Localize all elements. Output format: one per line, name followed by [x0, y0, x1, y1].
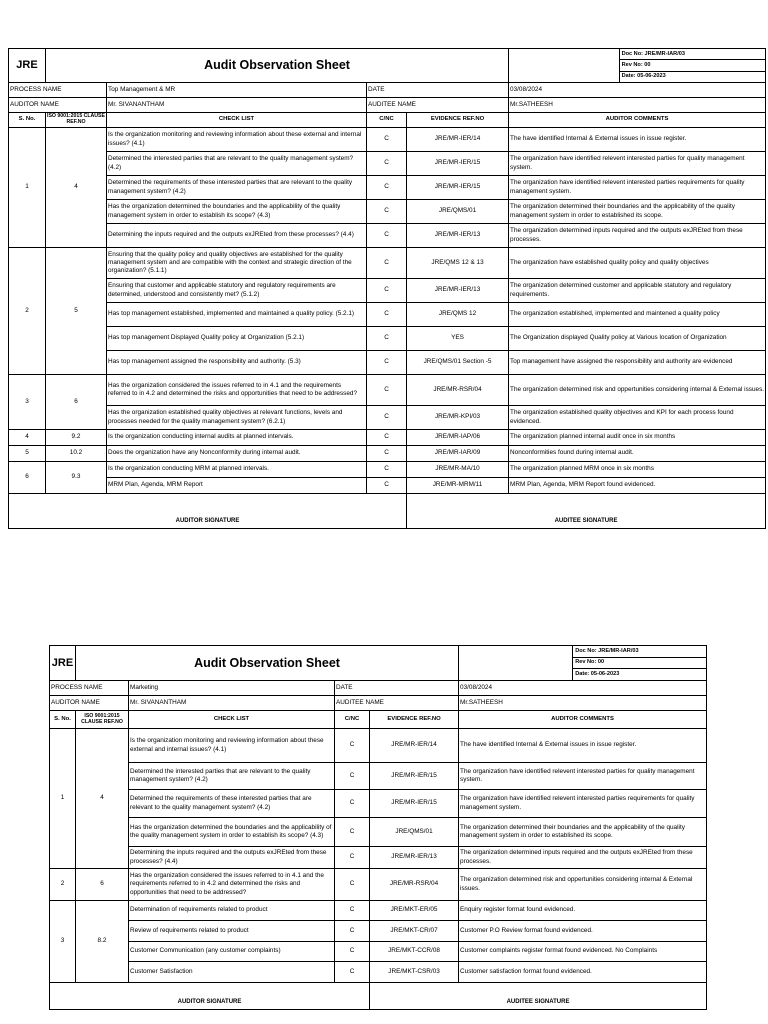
checklist-item: Has the organization determined the boundaries and the applicability of the quality management system in order to establish its scope? (4.3) — [107, 200, 367, 224]
cnc-status: C — [335, 818, 370, 847]
evidence-ref: JRE/MR-KPI/03 — [407, 406, 509, 430]
evidence-ref: JRE/MR-IER/13 — [407, 279, 509, 303]
process-name-value: Top Management & MR — [107, 83, 367, 98]
checklist-item: Determined the requirements of these interested parties that are relevant to the quality management system? (4.2) — [107, 176, 367, 200]
table-row — [50, 763, 707, 790]
cnc-status: C — [367, 430, 407, 446]
cnc-status: C — [367, 462, 407, 478]
checklist-item: Does the organization have any Nonconformity during internal audit. — [107, 446, 367, 462]
cnc-status: C — [335, 847, 370, 869]
checklist-item: Is the organization monitoring and reviewing information about these external and internal issues? (4.1) — [129, 729, 335, 763]
checklist-item: Ensuring that the quality policy and quality objectives are established for the quality management system and are compatible with the context and strategic direction of the organization? (5.1.1) — [107, 248, 367, 279]
checklist-item: Has the organization considered the issues referred to in 4.1 and the requirements referred to in 4.2 and determined the risks and opportunities that need to be addressed? — [129, 869, 335, 901]
cnc-status: C — [367, 446, 407, 462]
table-row — [9, 375, 766, 406]
evidence-ref: JRE/MR-IAR/09 — [407, 446, 509, 462]
clause-ref: 6 — [46, 375, 107, 430]
serial-number: 4 — [9, 430, 46, 446]
rev-no: Rev No: 00 — [573, 657, 706, 669]
checklist-item: Determining the inputs required and the outputs exJREted from these processes? (4.4) — [129, 847, 335, 869]
evidence-ref: JRE/MKT-CCR/08 — [370, 942, 459, 962]
table-row — [9, 152, 766, 176]
auditee-name-value: Mr.SATHEESH — [509, 98, 766, 113]
checklist-item: Has top management established, implemented and maintained a quality policy. (5.2.1) — [107, 303, 367, 327]
table-row — [9, 200, 766, 224]
cnc-status: C — [367, 248, 407, 279]
auditor-comment: Customer complaints register format found evidenced. No Complaints — [459, 942, 707, 962]
auditor-comment: The organization have identified relevent interested parties for quality management system. — [459, 763, 707, 790]
checklist-item: Determined the interested parties that are relevant to the quality management system? (4.2) — [107, 152, 367, 176]
checklist-item: Has the organization considered the issues referred to in 4.1 and the requirements referred to in 4.2 and determined the risks and opportunities that need to be addressed? — [107, 375, 367, 406]
col-iso-clause: ISO 9001:2015 CLAUSE REF.NO — [76, 711, 129, 729]
evidence-ref: JRE/MR-IER/14 — [407, 128, 509, 152]
clause-ref: 8.2 — [76, 901, 129, 983]
process-name-label: PROCESS NAME — [50, 681, 129, 696]
auditor-comment: The organization determined their boundaries and the applicability of the quality management system in order to established its scope. — [459, 818, 707, 847]
clause-ref: 5 — [46, 248, 107, 375]
audit-table-1 — [8, 48, 766, 529]
serial-number: 3 — [9, 375, 46, 430]
auditee-signature: AUDITEE SIGNATURE — [407, 494, 766, 529]
col-iso-clause: ISO 9001:2015 CLAUSE REF.NO — [46, 113, 107, 128]
table-row — [50, 869, 707, 901]
auditor-comment: The organization have identified relevent interested parties requirements for quality management system. — [459, 790, 707, 818]
checklist-item: Customer Communication (any customer complaints) — [129, 942, 335, 962]
sheet-title: Audit Observation Sheet — [76, 646, 459, 681]
table-row — [9, 351, 766, 375]
clause-ref: 10.2 — [46, 446, 107, 462]
table-row — [9, 478, 766, 494]
checklist-item: Determined the interested parties that are relevant to the quality management system? (4.2) — [129, 763, 335, 790]
table-row — [50, 921, 707, 942]
evidence-ref: YES — [407, 327, 509, 351]
serial-number: 2 — [9, 248, 46, 375]
auditor-comment: The organization established, implemented and maintened a quality policy — [509, 303, 766, 327]
table-row — [50, 729, 707, 763]
auditor-comment: The organization determined customer and applicable statutory and regulatory requirements. — [509, 279, 766, 303]
evidence-ref: JRE/MR-IER/15 — [407, 152, 509, 176]
auditor-comment: The organization have established quality policy and quality objectives — [509, 248, 766, 279]
table-row — [9, 430, 766, 446]
cnc-status: C — [335, 729, 370, 763]
clause-ref: 9.2 — [46, 430, 107, 446]
cnc-status: C — [367, 128, 407, 152]
doc-date: Date: 05-06-2023 — [619, 71, 765, 82]
table-row — [9, 248, 766, 279]
auditor-comment: The organization determined inputs required and the outputs exJREted from these processes. — [509, 224, 766, 248]
auditor-comment: The organization determined inputs required and the outputs exJREted from these processes. — [459, 847, 707, 869]
col-checklist: CHECK LIST — [107, 113, 367, 128]
auditor-comment: The have identified Internal & External issues in issue register. — [459, 729, 707, 763]
col-checklist: CHECK LIST — [129, 711, 335, 729]
audit-sheet-1 — [8, 48, 765, 529]
auditee-name-label: AUDITEE NAME — [367, 98, 509, 113]
date-value: 03/08/2024 — [509, 83, 766, 98]
cnc-status: C — [367, 406, 407, 430]
clause-ref: 4 — [76, 729, 129, 869]
company-logo: JRE — [50, 646, 76, 681]
auditor-signature: AUDITOR SIGNATURE — [9, 494, 407, 529]
checklist-item: MRM Plan, Agenda, MRM Report — [107, 478, 367, 494]
doc-date: Date: 05-06-2023 — [573, 669, 706, 680]
table-row — [50, 790, 707, 818]
auditor-name-value: Mr. SIVANANTHAM — [107, 98, 367, 113]
evidence-ref: JRE/MKT-CSR/03 — [370, 962, 459, 983]
auditee-name-value: Mr.SATHEESH — [459, 696, 707, 711]
checklist-item: Has top management assigned the responsibility and authority. (5.3) — [107, 351, 367, 375]
evidence-ref: JRE/MR-MA/10 — [407, 462, 509, 478]
cnc-status: C — [335, 921, 370, 942]
date-value: 03/08/2024 — [459, 681, 707, 696]
evidence-ref: JRE/MR-RSR/04 — [407, 375, 509, 406]
cnc-status: C — [367, 303, 407, 327]
auditor-comment: Enquiry register format found evidenced. — [459, 901, 707, 921]
clause-ref: 9.3 — [46, 462, 107, 494]
serial-number: 1 — [9, 128, 46, 248]
date-label: DATE — [367, 83, 509, 98]
cnc-status: C — [335, 962, 370, 983]
checklist-item: Determination of requirements related to product — [129, 901, 335, 921]
date-label: DATE — [335, 681, 459, 696]
audit-table-2 — [49, 645, 707, 1010]
col-comments: AUDITOR COMMENTS — [459, 711, 707, 729]
checklist-item: Is the organization monitoring and reviewing information about these external and internal issues? (4.1) — [107, 128, 367, 152]
checklist-item: Has the organization determined the boundaries and the applicability of the quality management system in order to establish its scope? (4.3) — [129, 818, 335, 847]
col-evidence: EVIDENCE REF.NO — [370, 711, 459, 729]
table-row — [50, 901, 707, 921]
evidence-ref: JRE/MR-IER/15 — [370, 790, 459, 818]
audit-sheet-2 — [49, 645, 706, 1010]
auditor-name-label: AUDITOR NAME — [9, 98, 107, 113]
auditor-comment: The organization have identified relevent interested parties for quality management system. — [509, 152, 766, 176]
cnc-status: C — [335, 901, 370, 921]
auditor-comment: The organization planned MRM once in six months — [509, 462, 766, 478]
col-cnc: C/NC — [367, 113, 407, 128]
rev-no: Rev No: 00 — [619, 60, 765, 71]
evidence-ref: JRE/QMS 12 — [407, 303, 509, 327]
table-row — [50, 962, 707, 983]
table-row — [9, 446, 766, 462]
evidence-ref: JRE/MR-IAP/06 — [407, 430, 509, 446]
evidence-ref: JRE/MR-MRM/11 — [407, 478, 509, 494]
cnc-status: C — [367, 224, 407, 248]
auditor-comment: Nonconformities found during internal audit. — [509, 446, 766, 462]
evidence-ref: JRE/QMS 12 & 13 — [407, 248, 509, 279]
evidence-ref: JRE/MR-IER/14 — [370, 729, 459, 763]
auditor-comment: Top management have assigned the responsibility and authority are evidenced — [509, 351, 766, 375]
auditor-comment: The have identified Internal & External issues in issue register. — [509, 128, 766, 152]
checklist-item: Is the organization conducting MRM at planned intervals. — [107, 462, 367, 478]
evidence-ref: JRE/MR-IER/13 — [370, 847, 459, 869]
auditor-comment: MRM Plan, Agenda, MRM Report found evidenced. — [509, 478, 766, 494]
evidence-ref: JRE/MKT-CR/07 — [370, 921, 459, 942]
process-name-label: PROCESS NAME — [9, 83, 107, 98]
serial-number: 5 — [9, 446, 46, 462]
doc-no: Doc No: JRE/MR-IAR/03 — [619, 49, 765, 60]
auditor-comment: The organization planned internal audit once in six months — [509, 430, 766, 446]
serial-number: 1 — [50, 729, 76, 869]
table-row — [9, 128, 766, 152]
table-row — [9, 406, 766, 430]
col-evidence: EVIDENCE REF.NO — [407, 113, 509, 128]
table-row — [50, 847, 707, 869]
table-row — [9, 327, 766, 351]
checklist-item: Determined the requirements of these interested parties that are relevant to the quality management system? (4.2) — [129, 790, 335, 818]
checklist-item: Determining the inputs required and the outputs exJREted from these processes? (4.4) — [107, 224, 367, 248]
col-cnc: C/NC — [335, 711, 370, 729]
doc-no: Doc No: JRE/MR-IAR/03 — [573, 646, 706, 657]
cnc-status: C — [367, 327, 407, 351]
checklist-item: Is the organization conducting internal audits at planned intervals. — [107, 430, 367, 446]
evidence-ref: JRE/MKT-ER/05 — [370, 901, 459, 921]
table-row — [9, 303, 766, 327]
evidence-ref: JRE/MR-IER/13 — [407, 224, 509, 248]
auditor-comment: The organization have identified relevent interested parties requirements for quality management system. — [509, 176, 766, 200]
cnc-status: C — [367, 375, 407, 406]
auditor-comment: The organization established quality objectives and KPI for each process found evidenced. — [509, 406, 766, 430]
serial-number: 2 — [50, 869, 76, 901]
cnc-status: C — [335, 869, 370, 901]
auditor-signature: AUDITOR SIGNATURE — [50, 983, 370, 1010]
cnc-status: C — [367, 351, 407, 375]
auditor-comment: The organization determined risk and oppertunities considering internal & External issues. — [509, 375, 766, 406]
col-sno: S. No. — [50, 711, 76, 729]
table-row — [50, 942, 707, 962]
evidence-ref: JRE/QMS/01 — [370, 818, 459, 847]
cnc-status: C — [335, 790, 370, 818]
checklist-item: Ensuring that customer and applicable statutory and regulatory requirements are determined, understood and consistently met? (5.1.2) — [107, 279, 367, 303]
evidence-ref: JRE/MR-IER/15 — [370, 763, 459, 790]
table-row — [9, 462, 766, 478]
table-row — [9, 224, 766, 248]
auditee-signature: AUDITEE SIGNATURE — [370, 983, 707, 1010]
checklist-item: Has top management Displayed Quality policy at Organization (5.2.1) — [107, 327, 367, 351]
clause-ref: 6 — [76, 869, 129, 901]
evidence-ref: JRE/MR-IER/15 — [407, 176, 509, 200]
cnc-status: C — [367, 152, 407, 176]
auditor-comment: The organization determined risk and oppertunities considering internal & External issues. — [459, 869, 707, 901]
auditor-name-label: AUDITOR NAME — [50, 696, 129, 711]
process-name-value: Marketing — [129, 681, 335, 696]
auditor-comment: The organization determined their boundaries and the applicability of the quality management system in order to established its scope. — [509, 200, 766, 224]
auditor-comment: The Organization displayed Quality policy at Various location of Organization — [509, 327, 766, 351]
col-comments: AUDITOR COMMENTS — [509, 113, 766, 128]
cnc-status: C — [367, 279, 407, 303]
serial-number: 3 — [50, 901, 76, 983]
evidence-ref: JRE/QMS/01 Section -5 — [407, 351, 509, 375]
company-logo: JRE — [9, 49, 46, 83]
auditor-name-value: Mr. SIVANANTHAM — [129, 696, 335, 711]
cnc-status: C — [367, 200, 407, 224]
col-sno: S. No. — [9, 113, 46, 128]
cnc-status: C — [335, 763, 370, 790]
table-row — [9, 279, 766, 303]
checklist-item: Customer Satisfaction — [129, 962, 335, 983]
checklist-item: Review of requirements related to product — [129, 921, 335, 942]
clause-ref: 4 — [46, 128, 107, 248]
table-row — [50, 818, 707, 847]
cnc-status: C — [367, 176, 407, 200]
evidence-ref: JRE/QMS/01 — [407, 200, 509, 224]
evidence-ref: JRE/MR-RSR/04 — [370, 869, 459, 901]
sheet-title: Audit Observation Sheet — [46, 49, 509, 83]
auditor-comment: Customer P.O Review format found evidenced. — [459, 921, 707, 942]
table-row — [9, 176, 766, 200]
checklist-item: Has the organization established quality objectives at relevant functions, levels and processes needed for the quality management system? (6.2.1) — [107, 406, 367, 430]
cnc-status: C — [335, 942, 370, 962]
serial-number: 6 — [9, 462, 46, 494]
auditor-comment: Customer satisfaction format found evidenced. — [459, 962, 707, 983]
auditee-name-label: AUDITEE NAME — [335, 696, 459, 711]
cnc-status: C — [367, 478, 407, 494]
